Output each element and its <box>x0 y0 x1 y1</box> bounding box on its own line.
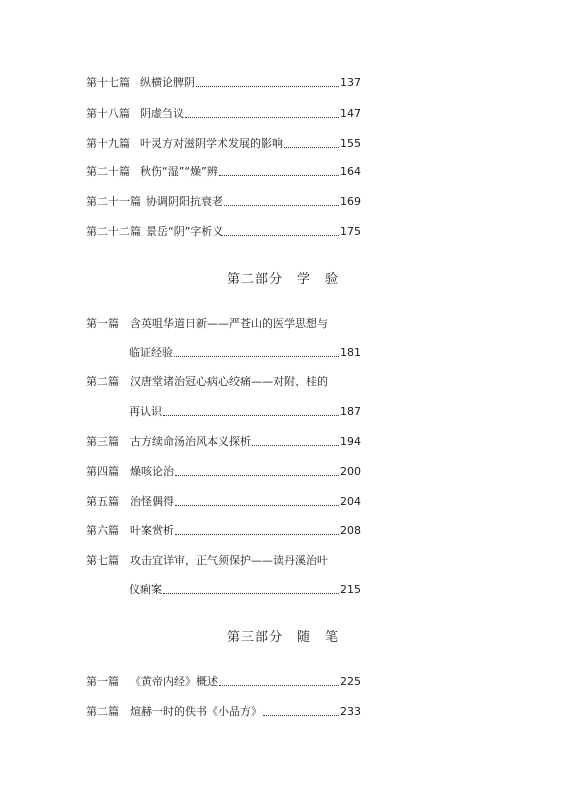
chapter-number: 第十九篇 <box>86 137 130 150</box>
chapter-number: 第一篇 <box>86 317 119 330</box>
chapter-number: 第二十篇 <box>86 165 130 178</box>
toc-entry <box>86 194 361 210</box>
chapter-number: 第五篇 <box>86 495 119 508</box>
chapter-title: 协调阴阳抗衰老 <box>146 195 223 208</box>
page-number: 164 <box>340 165 361 178</box>
leader-dots <box>163 415 339 416</box>
toc-entry-continuation <box>129 345 361 361</box>
page-number: 215 <box>340 583 361 596</box>
chapter-title: 景岳“阴”字析义 <box>146 225 224 238</box>
chapter-number: 第二十二篇 <box>86 225 141 238</box>
leader-dots <box>263 715 339 716</box>
leader-dots <box>224 205 339 206</box>
toc-entry <box>86 106 361 122</box>
chapter-number: 第六篇 <box>86 524 119 537</box>
toc-entry <box>86 164 361 180</box>
chapter-number: 第七篇 <box>86 554 119 567</box>
chapter-title: 汉唐堂诸治冠心病心绞痛——对附、桂的 <box>130 375 328 388</box>
leader-dots <box>252 445 339 446</box>
page-number: 200 <box>340 465 361 478</box>
chapter-number: 第一篇 <box>86 675 119 688</box>
toc-entry <box>86 224 361 240</box>
toc-entry <box>86 494 361 510</box>
page-number: 208 <box>340 524 361 537</box>
toc-entry <box>86 464 361 480</box>
toc-entry <box>86 75 361 91</box>
leader-dots <box>163 593 339 594</box>
chapter-title: 叶灵方对滋阴学术发展的影响 <box>140 137 283 150</box>
chapter-title: 含英咀华道日新——严苍山的医学思想与 <box>130 317 328 330</box>
chapter-title-continuation: 仪痢案 <box>129 583 162 596</box>
toc-entry <box>86 704 361 720</box>
page-number: 225 <box>340 675 361 688</box>
chapter-title: 煊赫一时的佚书《小品方》 <box>130 705 262 718</box>
toc-entry <box>86 434 361 450</box>
chapter-title: 燥咳论治 <box>130 465 174 478</box>
page-number: 187 <box>340 405 361 418</box>
chapter-title: 纵横论脾阴 <box>140 76 195 89</box>
page-number: 175 <box>340 225 361 238</box>
chapter-title: 叶案赏析 <box>130 524 174 537</box>
leader-dots <box>224 235 339 236</box>
leader-dots <box>174 356 339 357</box>
section-heading: 第二部分 学 验 <box>226 272 339 287</box>
chapter-number: 第四篇 <box>86 465 119 478</box>
chapter-title: 攻击宜详审，正气须保护——读丹溪治叶 <box>130 554 328 567</box>
chapter-title: 治怪偶得 <box>130 495 174 508</box>
page-number: 169 <box>340 195 361 208</box>
chapter-number: 第十七篇 <box>86 76 130 89</box>
chapter-number: 第二篇 <box>86 375 119 388</box>
chapter-number: 第十八篇 <box>86 107 130 120</box>
toc-entry-continuation <box>129 582 361 598</box>
leader-dots <box>284 147 339 148</box>
chapter-number: 第三篇 <box>86 435 119 448</box>
page-number: 181 <box>340 346 361 359</box>
chapter-title: 《黄帝内经》概述 <box>130 675 218 688</box>
page-number: 137 <box>340 76 361 89</box>
chapter-title: 秋伤“湿”“燥”辨 <box>140 165 218 178</box>
chapter-title-continuation: 临证经验 <box>129 346 173 359</box>
leader-dots <box>185 117 339 118</box>
leader-dots <box>175 475 339 476</box>
leader-dots <box>196 86 339 87</box>
page-number: 155 <box>340 137 361 150</box>
toc-entry <box>86 523 361 539</box>
page-number: 194 <box>340 435 361 448</box>
chapter-number: 第二十一篇 <box>86 195 141 208</box>
toc-entry <box>86 136 361 152</box>
leader-dots <box>175 505 339 506</box>
chapter-number: 第二篇 <box>86 705 119 718</box>
chapter-title: 阴虚刍议 <box>140 107 184 120</box>
page-number: 233 <box>340 705 361 718</box>
chapter-title-continuation: 再认识 <box>129 405 162 418</box>
toc-entry <box>86 674 361 690</box>
page-number: 147 <box>340 107 361 120</box>
leader-dots <box>219 685 339 686</box>
chapter-title: 古方续命汤治风本义探析 <box>130 435 251 448</box>
toc-entry-continuation <box>129 404 361 420</box>
section-heading: 第三部分 随 笔 <box>226 630 339 645</box>
page-number: 204 <box>340 495 361 508</box>
toc-entry <box>86 374 361 390</box>
toc-entry <box>86 553 361 569</box>
leader-dots <box>219 175 339 176</box>
leader-dots <box>175 534 339 535</box>
toc-entry <box>86 316 361 332</box>
